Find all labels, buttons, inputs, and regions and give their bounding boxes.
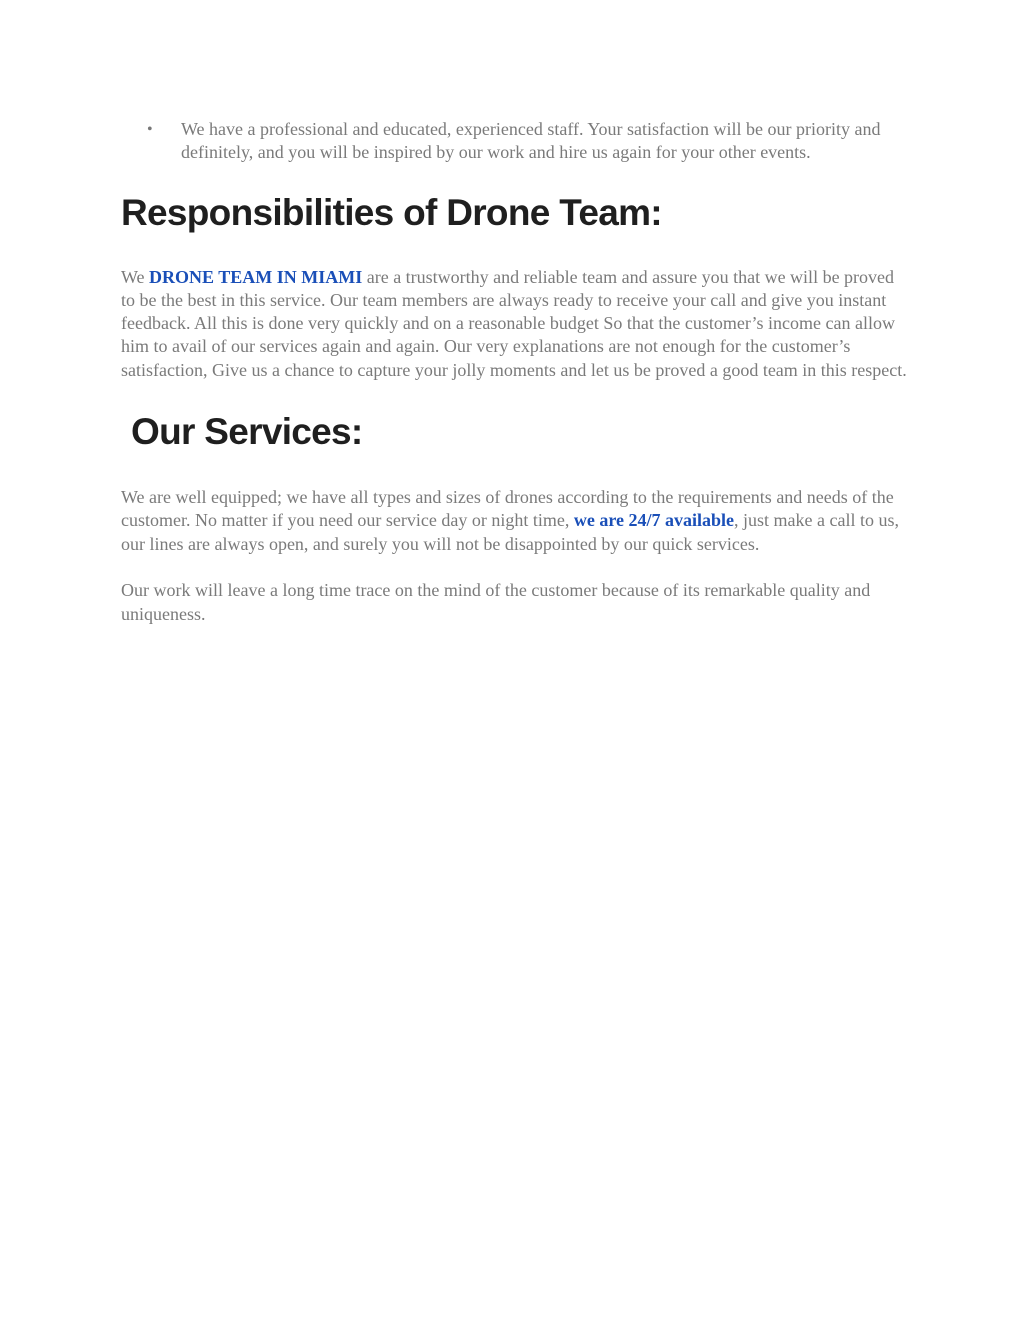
responsibilities-paragraph: [121, 266, 911, 382]
services-heading: Our Services:: [131, 411, 363, 453]
intro-bullet-list: [121, 118, 911, 165]
paragraph-text: , just make a call to us, our lines are always open, and surely you will not be disappointed by our quick services.: [121, 510, 899, 554]
services-paragraph-1: [121, 486, 911, 556]
availability-highlight: we are 24/7 available: [573, 510, 735, 531]
document-page: [121, 118, 911, 626]
list-item: [121, 118, 911, 165]
responsibilities-heading: Responsibilities of Drone Team:: [121, 191, 662, 233]
services-paragraph-2: Our work will leave a long time trace on the mind of the customer because of its remarkable quality and uniqueness.: [121, 580, 871, 624]
paragraph-text: We: [121, 266, 150, 287]
bullet-text: We have a professional and educated, experienced staff. Your satisfaction will be our priority and definitely, and you will be inspired by our work and hire us again for your other events.: [181, 119, 881, 163]
paragraph-text: are a trustworthy and reliable team and assure you that we will be proved to be the best in this service. Our team members are always ready to receive your call and give you instant feedback. All this is done very quickly and on a reasonable budget So that the customer’s income can allow him to avail of our services again and again. Our very explanations are not enough for the customer’s satisfaction, Give us a chance to capture your jolly moments and let us be proved a good team in this respect.: [121, 266, 907, 380]
bullet-icon: •: [147, 121, 153, 138]
paragraph-text: We are well equipped; we have all types and sizes of drones according to the requirements and needs of the customer. No matter if you need our service day or night time,: [121, 487, 894, 531]
drone-team-miami-highlight: DRONE TEAM IN MIAMI: [149, 266, 363, 287]
